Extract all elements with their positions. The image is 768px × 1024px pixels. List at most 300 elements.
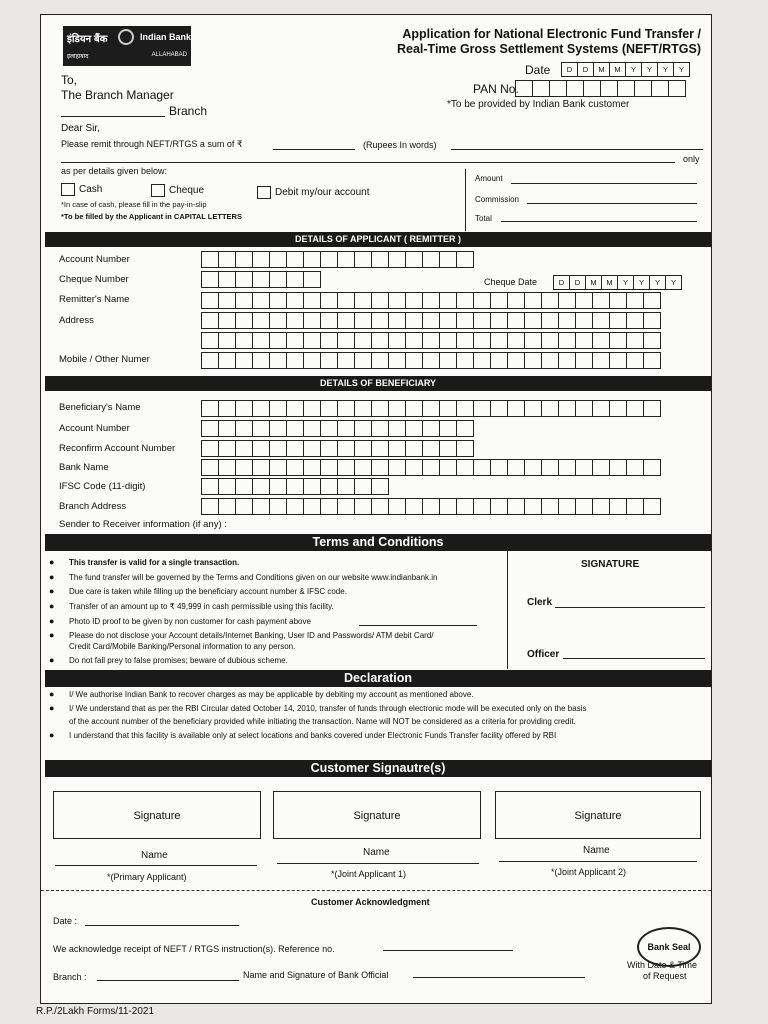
- input-box[interactable]: [668, 80, 686, 97]
- input-box[interactable]: [583, 80, 601, 97]
- input-box[interactable]: [201, 459, 219, 476]
- input-box[interactable]: [269, 271, 287, 288]
- input-box[interactable]: [252, 251, 270, 268]
- joint2-name-line[interactable]: [499, 861, 697, 862]
- input-box[interactable]: [626, 498, 644, 515]
- ack-branch-line[interactable]: [97, 980, 239, 981]
- input-box[interactable]: [320, 478, 338, 495]
- input-box[interactable]: [439, 352, 457, 369]
- input-box[interactable]: [235, 251, 253, 268]
- input-box[interactable]: [337, 400, 355, 417]
- input-box[interactable]: [201, 332, 219, 349]
- input-box[interactable]: [549, 80, 567, 97]
- input-box[interactable]: [507, 332, 525, 349]
- input-box[interactable]: [252, 352, 270, 369]
- input-box[interactable]: [218, 292, 236, 309]
- input-box[interactable]: [218, 459, 236, 476]
- input-box[interactable]: [388, 312, 406, 329]
- input-box[interactable]: [201, 292, 219, 309]
- amount-figures-line[interactable]: [273, 149, 355, 150]
- input-box[interactable]: [592, 400, 610, 417]
- input-box[interactable]: [634, 80, 652, 97]
- input-box[interactable]: D: [561, 62, 578, 77]
- cheque-date-boxes[interactable]: [553, 275, 681, 290]
- branch-name-line[interactable]: [61, 116, 165, 117]
- input-box[interactable]: [337, 332, 355, 349]
- input-box[interactable]: Y: [633, 275, 650, 290]
- input-box[interactable]: [286, 251, 304, 268]
- input-box[interactable]: [286, 292, 304, 309]
- input-box[interactable]: [388, 440, 406, 457]
- input-box[interactable]: [235, 400, 253, 417]
- input-box[interactable]: [354, 459, 372, 476]
- cheque-number-boxes[interactable]: [201, 271, 320, 288]
- cash-checkbox[interactable]: [61, 183, 75, 196]
- input-box[interactable]: [541, 332, 559, 349]
- input-box[interactable]: [456, 251, 474, 268]
- beneficiary-name-boxes[interactable]: [201, 400, 660, 417]
- input-box[interactable]: [235, 478, 253, 495]
- input-box[interactable]: [218, 400, 236, 417]
- input-box[interactable]: [303, 312, 321, 329]
- input-box[interactable]: [286, 352, 304, 369]
- input-box[interactable]: [456, 352, 474, 369]
- input-box[interactable]: [286, 332, 304, 349]
- input-box[interactable]: [405, 459, 423, 476]
- input-box[interactable]: [643, 312, 661, 329]
- branch-address-boxes[interactable]: [201, 498, 660, 515]
- input-box[interactable]: [575, 312, 593, 329]
- input-box[interactable]: [303, 251, 321, 268]
- input-box[interactable]: [320, 440, 338, 457]
- input-box[interactable]: [532, 80, 550, 97]
- bank-official-line[interactable]: [413, 977, 585, 978]
- input-box[interactable]: [643, 332, 661, 349]
- input-box[interactable]: [609, 459, 627, 476]
- input-box[interactable]: [371, 332, 389, 349]
- input-box[interactable]: [269, 440, 287, 457]
- input-box[interactable]: [473, 332, 491, 349]
- input-box[interactable]: [388, 352, 406, 369]
- officer-signature-line[interactable]: [563, 658, 705, 659]
- input-box[interactable]: [456, 292, 474, 309]
- input-box[interactable]: [643, 498, 661, 515]
- input-box[interactable]: [609, 292, 627, 309]
- input-box[interactable]: [235, 352, 253, 369]
- input-box[interactable]: [252, 400, 270, 417]
- input-box[interactable]: [473, 400, 491, 417]
- input-box[interactable]: [422, 292, 440, 309]
- input-box[interactable]: [456, 498, 474, 515]
- input-box[interactable]: [473, 312, 491, 329]
- input-box[interactable]: [558, 498, 576, 515]
- input-box[interactable]: [643, 352, 661, 369]
- input-box[interactable]: [286, 312, 304, 329]
- input-box[interactable]: [558, 312, 576, 329]
- input-box[interactable]: [235, 312, 253, 329]
- input-box[interactable]: [388, 332, 406, 349]
- input-box[interactable]: [456, 440, 474, 457]
- input-box[interactable]: [303, 478, 321, 495]
- input-box[interactable]: [337, 440, 355, 457]
- input-box[interactable]: [252, 440, 270, 457]
- commission-line[interactable]: [527, 203, 697, 204]
- input-box[interactable]: [371, 459, 389, 476]
- input-box[interactable]: [507, 498, 525, 515]
- input-box[interactable]: [422, 251, 440, 268]
- input-box[interactable]: [592, 459, 610, 476]
- input-box[interactable]: [320, 420, 338, 437]
- input-box[interactable]: [371, 292, 389, 309]
- input-box[interactable]: [286, 400, 304, 417]
- input-box[interactable]: [507, 352, 525, 369]
- input-box[interactable]: [541, 459, 559, 476]
- input-box[interactable]: [566, 80, 584, 97]
- input-box[interactable]: [439, 498, 457, 515]
- input-box[interactable]: [371, 251, 389, 268]
- input-box[interactable]: [218, 332, 236, 349]
- input-box[interactable]: [439, 251, 457, 268]
- input-box[interactable]: [354, 312, 372, 329]
- input-box[interactable]: [592, 352, 610, 369]
- input-box[interactable]: [286, 271, 304, 288]
- input-box[interactable]: [269, 420, 287, 437]
- input-box[interactable]: [524, 332, 542, 349]
- reconfirm-account-boxes[interactable]: [201, 440, 473, 457]
- input-box[interactable]: [201, 440, 219, 457]
- input-box[interactable]: [218, 420, 236, 437]
- debit-option[interactable]: [257, 186, 370, 199]
- joint1-name-line[interactable]: [277, 863, 479, 864]
- input-box[interactable]: [609, 352, 627, 369]
- input-box[interactable]: D: [577, 62, 594, 77]
- input-box[interactable]: [524, 292, 542, 309]
- input-box[interactable]: [235, 440, 253, 457]
- input-box[interactable]: [626, 459, 644, 476]
- mobile-boxes[interactable]: [201, 352, 660, 369]
- remitter-name-boxes[interactable]: [201, 292, 660, 309]
- input-box[interactable]: [269, 459, 287, 476]
- input-box[interactable]: [405, 312, 423, 329]
- input-box[interactable]: [337, 352, 355, 369]
- clerk-signature-line[interactable]: [555, 607, 705, 608]
- input-box[interactable]: [473, 352, 491, 369]
- input-box[interactable]: [643, 292, 661, 309]
- input-box[interactable]: [354, 332, 372, 349]
- input-box[interactable]: [252, 498, 270, 515]
- input-box[interactable]: [337, 312, 355, 329]
- input-box[interactable]: [473, 292, 491, 309]
- input-box[interactable]: [320, 400, 338, 417]
- input-box[interactable]: Y: [617, 275, 634, 290]
- input-box[interactable]: [422, 312, 440, 329]
- address-boxes-2[interactable]: [201, 332, 660, 349]
- input-box[interactable]: [592, 498, 610, 515]
- input-box[interactable]: [422, 400, 440, 417]
- input-box[interactable]: [609, 332, 627, 349]
- input-box[interactable]: Y: [657, 62, 674, 77]
- input-box[interactable]: [286, 459, 304, 476]
- input-box[interactable]: [303, 459, 321, 476]
- input-box[interactable]: [388, 251, 406, 268]
- input-box[interactable]: [541, 400, 559, 417]
- input-box[interactable]: [541, 292, 559, 309]
- input-box[interactable]: [354, 478, 372, 495]
- input-box[interactable]: [575, 459, 593, 476]
- input-box[interactable]: [218, 498, 236, 515]
- input-box[interactable]: [490, 498, 508, 515]
- input-box[interactable]: [507, 400, 525, 417]
- input-box[interactable]: [439, 459, 457, 476]
- input-box[interactable]: [337, 292, 355, 309]
- input-box[interactable]: [422, 420, 440, 437]
- input-box[interactable]: [201, 498, 219, 515]
- input-box[interactable]: [286, 440, 304, 457]
- input-box[interactable]: [269, 292, 287, 309]
- input-box[interactable]: [354, 420, 372, 437]
- input-box[interactable]: [303, 440, 321, 457]
- input-box[interactable]: [558, 292, 576, 309]
- input-box[interactable]: [490, 292, 508, 309]
- input-box[interactable]: [320, 292, 338, 309]
- input-box[interactable]: [269, 498, 287, 515]
- input-box[interactable]: [643, 459, 661, 476]
- input-box[interactable]: [354, 292, 372, 309]
- input-box[interactable]: [235, 292, 253, 309]
- input-box[interactable]: [354, 400, 372, 417]
- beneficiary-account-boxes[interactable]: [201, 420, 473, 437]
- input-box[interactable]: [371, 352, 389, 369]
- input-box[interactable]: [422, 440, 440, 457]
- input-box[interactable]: [303, 400, 321, 417]
- input-box[interactable]: [456, 332, 474, 349]
- input-box[interactable]: [609, 312, 627, 329]
- input-box[interactable]: [422, 459, 440, 476]
- input-box[interactable]: [575, 400, 593, 417]
- input-box[interactable]: [456, 459, 474, 476]
- input-box[interactable]: Y: [665, 275, 682, 290]
- input-box[interactable]: [303, 498, 321, 515]
- input-box[interactable]: [320, 251, 338, 268]
- ifsc-boxes[interactable]: [201, 478, 388, 495]
- input-box[interactable]: [286, 498, 304, 515]
- input-box[interactable]: [371, 400, 389, 417]
- input-box[interactable]: [235, 271, 253, 288]
- input-box[interactable]: M: [609, 62, 626, 77]
- input-box[interactable]: [218, 352, 236, 369]
- input-box[interactable]: [269, 332, 287, 349]
- input-box[interactable]: [592, 292, 610, 309]
- input-box[interactable]: [575, 332, 593, 349]
- input-box[interactable]: [439, 332, 457, 349]
- input-box[interactable]: [320, 498, 338, 515]
- input-box[interactable]: [303, 292, 321, 309]
- input-box[interactable]: [201, 420, 219, 437]
- input-box[interactable]: [405, 251, 423, 268]
- ack-date-line[interactable]: [85, 925, 239, 926]
- input-box[interactable]: [524, 352, 542, 369]
- input-box[interactable]: [388, 292, 406, 309]
- input-box[interactable]: [218, 312, 236, 329]
- input-box[interactable]: [320, 312, 338, 329]
- input-box[interactable]: [592, 312, 610, 329]
- input-box[interactable]: [252, 332, 270, 349]
- input-box[interactable]: [609, 400, 627, 417]
- input-box[interactable]: [541, 312, 559, 329]
- input-box[interactable]: [235, 332, 253, 349]
- input-box[interactable]: [218, 251, 236, 268]
- input-box[interactable]: [388, 420, 406, 437]
- input-box[interactable]: [269, 352, 287, 369]
- input-box[interactable]: [490, 459, 508, 476]
- primary-signature-box[interactable]: Signature: [53, 791, 261, 839]
- input-box[interactable]: [269, 478, 287, 495]
- cash-limit-line[interactable]: [359, 625, 477, 626]
- input-box[interactable]: [252, 459, 270, 476]
- input-box[interactable]: [354, 251, 372, 268]
- applicant-account-boxes[interactable]: [201, 251, 473, 268]
- input-box[interactable]: [252, 271, 270, 288]
- input-box[interactable]: [541, 498, 559, 515]
- input-box[interactable]: [354, 498, 372, 515]
- bank-name-boxes[interactable]: [201, 459, 660, 476]
- input-box[interactable]: [439, 420, 457, 437]
- input-box[interactable]: [337, 498, 355, 515]
- input-box[interactable]: [303, 420, 321, 437]
- input-box[interactable]: Y: [649, 275, 666, 290]
- input-box[interactable]: D: [553, 275, 570, 290]
- input-box[interactable]: [609, 498, 627, 515]
- input-box[interactable]: [252, 292, 270, 309]
- input-box[interactable]: [439, 292, 457, 309]
- input-box[interactable]: [439, 400, 457, 417]
- input-box[interactable]: [626, 292, 644, 309]
- input-box[interactable]: [354, 352, 372, 369]
- input-box[interactable]: [269, 400, 287, 417]
- input-box[interactable]: [303, 332, 321, 349]
- input-box[interactable]: [439, 440, 457, 457]
- input-box[interactable]: [201, 251, 219, 268]
- cheque-checkbox[interactable]: [151, 184, 165, 197]
- input-box[interactable]: [541, 352, 559, 369]
- amount-line[interactable]: [511, 183, 697, 184]
- input-box[interactable]: M: [601, 275, 618, 290]
- input-box[interactable]: Y: [673, 62, 690, 77]
- input-box[interactable]: [524, 312, 542, 329]
- input-box[interactable]: [643, 400, 661, 417]
- input-box[interactable]: [371, 440, 389, 457]
- input-box[interactable]: [388, 498, 406, 515]
- input-box[interactable]: [201, 312, 219, 329]
- input-box[interactable]: [405, 420, 423, 437]
- input-box[interactable]: [201, 352, 219, 369]
- input-box[interactable]: [422, 352, 440, 369]
- input-box[interactable]: [337, 459, 355, 476]
- input-box[interactable]: [405, 332, 423, 349]
- date-boxes[interactable]: [561, 62, 689, 77]
- input-box[interactable]: [651, 80, 669, 97]
- input-box[interactable]: [388, 400, 406, 417]
- input-box[interactable]: [592, 332, 610, 349]
- input-box[interactable]: [558, 400, 576, 417]
- input-box[interactable]: [371, 478, 389, 495]
- input-box[interactable]: [626, 312, 644, 329]
- joint1-signature-box[interactable]: Signature: [273, 791, 481, 839]
- input-box[interactable]: [575, 352, 593, 369]
- address-boxes-1[interactable]: [201, 312, 660, 329]
- input-box[interactable]: [337, 251, 355, 268]
- input-box[interactable]: [405, 400, 423, 417]
- input-box[interactable]: [515, 80, 533, 97]
- input-box[interactable]: [490, 352, 508, 369]
- input-box[interactable]: [626, 332, 644, 349]
- input-box[interactable]: [473, 498, 491, 515]
- input-box[interactable]: [252, 312, 270, 329]
- input-box[interactable]: [371, 420, 389, 437]
- input-box[interactable]: [575, 498, 593, 515]
- input-box[interactable]: [235, 420, 253, 437]
- input-box[interactable]: [558, 352, 576, 369]
- input-box[interactable]: [405, 498, 423, 515]
- input-box[interactable]: [405, 352, 423, 369]
- amount-words-line-2[interactable]: [61, 162, 675, 163]
- input-box[interactable]: [473, 459, 491, 476]
- input-box[interactable]: [405, 292, 423, 309]
- amount-words-line[interactable]: [451, 149, 703, 150]
- cheque-option[interactable]: [151, 184, 204, 197]
- input-box[interactable]: M: [593, 62, 610, 77]
- input-box[interactable]: [626, 400, 644, 417]
- input-box[interactable]: [626, 352, 644, 369]
- input-box[interactable]: [524, 459, 542, 476]
- input-box[interactable]: [371, 498, 389, 515]
- input-box[interactable]: [235, 498, 253, 515]
- input-box[interactable]: [524, 498, 542, 515]
- input-box[interactable]: M: [585, 275, 602, 290]
- input-box[interactable]: [320, 332, 338, 349]
- input-box[interactable]: [269, 251, 287, 268]
- input-box[interactable]: [235, 459, 253, 476]
- input-box[interactable]: [422, 332, 440, 349]
- input-box[interactable]: [252, 420, 270, 437]
- input-box[interactable]: [507, 312, 525, 329]
- input-box[interactable]: [371, 312, 389, 329]
- input-box[interactable]: [354, 440, 372, 457]
- input-box[interactable]: [456, 420, 474, 437]
- input-box[interactable]: [337, 478, 355, 495]
- input-box[interactable]: [337, 420, 355, 437]
- input-box[interactable]: Y: [641, 62, 658, 77]
- input-box[interactable]: [201, 478, 219, 495]
- input-box[interactable]: [507, 292, 525, 309]
- input-box[interactable]: [490, 312, 508, 329]
- input-box[interactable]: [422, 498, 440, 515]
- input-box[interactable]: [439, 312, 457, 329]
- input-box[interactable]: [456, 312, 474, 329]
- reference-number-line[interactable]: [383, 950, 513, 951]
- debit-checkbox[interactable]: [257, 186, 271, 199]
- input-box[interactable]: [286, 420, 304, 437]
- input-box[interactable]: [286, 478, 304, 495]
- pan-boxes[interactable]: [515, 80, 685, 97]
- input-box[interactable]: [388, 459, 406, 476]
- input-box[interactable]: [218, 271, 236, 288]
- input-box[interactable]: [507, 459, 525, 476]
- input-box[interactable]: [218, 478, 236, 495]
- input-box[interactable]: [575, 292, 593, 309]
- input-box[interactable]: [558, 459, 576, 476]
- input-box[interactable]: [201, 400, 219, 417]
